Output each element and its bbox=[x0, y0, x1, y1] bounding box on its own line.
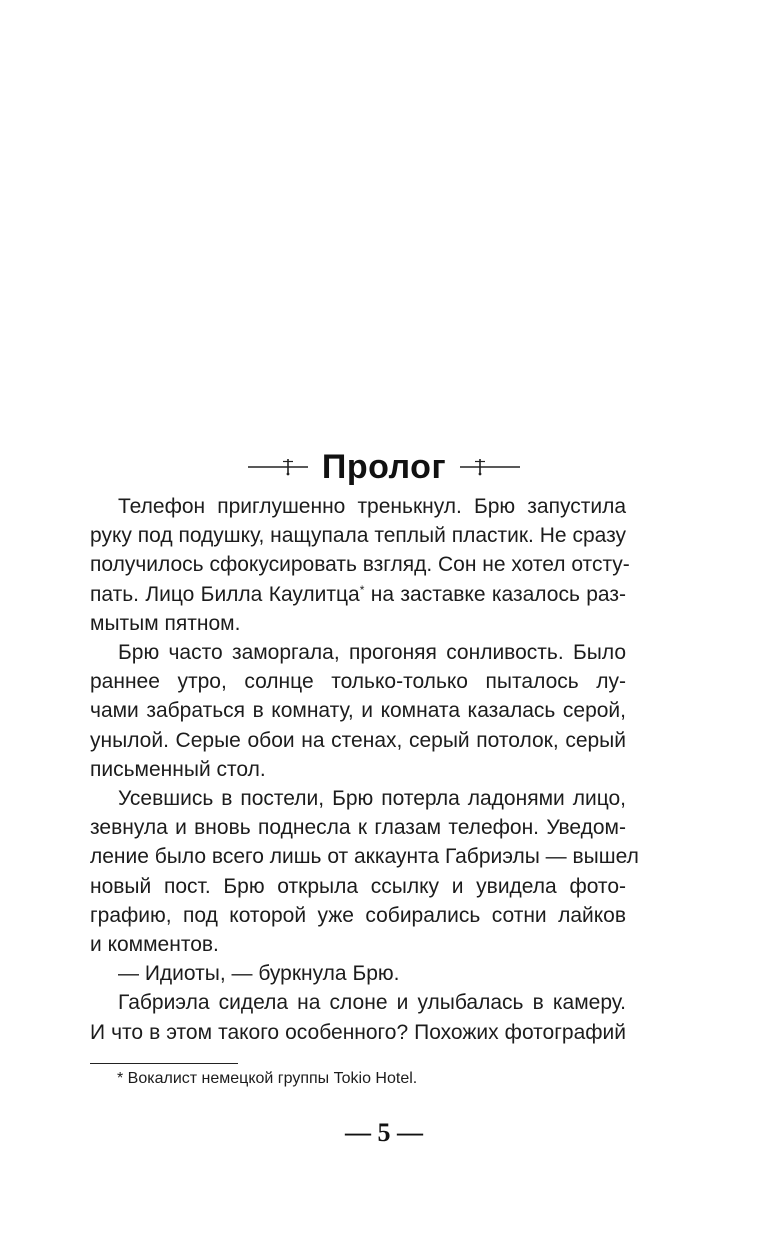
text-fragment: на заставке казалось раз- bbox=[370, 582, 626, 606]
text-line: Усевшись в постели, Брю потерла ладонями лицо, bbox=[118, 787, 626, 811]
body-text bbox=[90, 492, 639, 1047]
text-line: чами забраться в комнату, и комната казалась серой, bbox=[90, 699, 626, 723]
paragraph bbox=[90, 959, 626, 988]
text-line: получилось сфокусировать взгляд. Сон не хотел отсту- bbox=[90, 553, 630, 577]
text-line: унылой. Серые обои на стенах, серый потолок, серый bbox=[90, 728, 626, 752]
footnote-divider bbox=[90, 1063, 238, 1064]
right-ornament-icon bbox=[460, 455, 520, 479]
text-line: И что в этом такого особенного? Похожих фотографий bbox=[90, 1020, 626, 1044]
footnote: * Вокалист немецкой группы Tokio Hotel. bbox=[117, 1070, 418, 1087]
paragraph bbox=[90, 638, 626, 784]
text-line: новый пост. Брю открыла ссылку и увидела фото- bbox=[90, 874, 626, 898]
paragraph bbox=[90, 784, 639, 959]
text-line: мытым пятном. bbox=[90, 611, 241, 635]
text-line: зевнула и вновь поднесла к глазам телефон. Уведом- bbox=[90, 816, 626, 840]
text-line: Телефон приглушенно тренькнул. Брю запустила bbox=[118, 495, 626, 518]
text-line: Габриэла сидела на слоне и улыбалась в камеру. bbox=[118, 991, 626, 1015]
text-fragment: пать. Лицо Билла Каулитца bbox=[90, 582, 360, 606]
chapter-heading bbox=[0, 442, 768, 492]
paragraph bbox=[90, 988, 626, 1046]
text-line: руку под подушку, нащупала теплый пластик. Не сразу bbox=[90, 524, 626, 548]
text-line: графию, под которой уже собирались сотни лайков bbox=[90, 903, 626, 927]
text-line: письменный стол. bbox=[90, 757, 266, 781]
page-number: — 5 — bbox=[345, 1118, 423, 1147]
footnote-marker: * bbox=[359, 582, 365, 597]
text-line: и комментов. bbox=[90, 933, 219, 957]
text-line: раннее утро, солнце только-только пыталось лу- bbox=[90, 670, 626, 694]
chapter-title: Пролог bbox=[321, 448, 447, 486]
text-line: — Идиоты, — буркнула Брю. bbox=[118, 962, 400, 986]
text-line: Брю часто заморгала, прогоняя сонливость. Было bbox=[118, 641, 626, 665]
left-ornament-icon bbox=[248, 455, 308, 479]
text-line: ление было всего лишь от аккаунта Габриэлы — вышел bbox=[90, 845, 639, 869]
paragraph bbox=[90, 492, 630, 638]
text-line-with-footnote bbox=[90, 580, 626, 609]
